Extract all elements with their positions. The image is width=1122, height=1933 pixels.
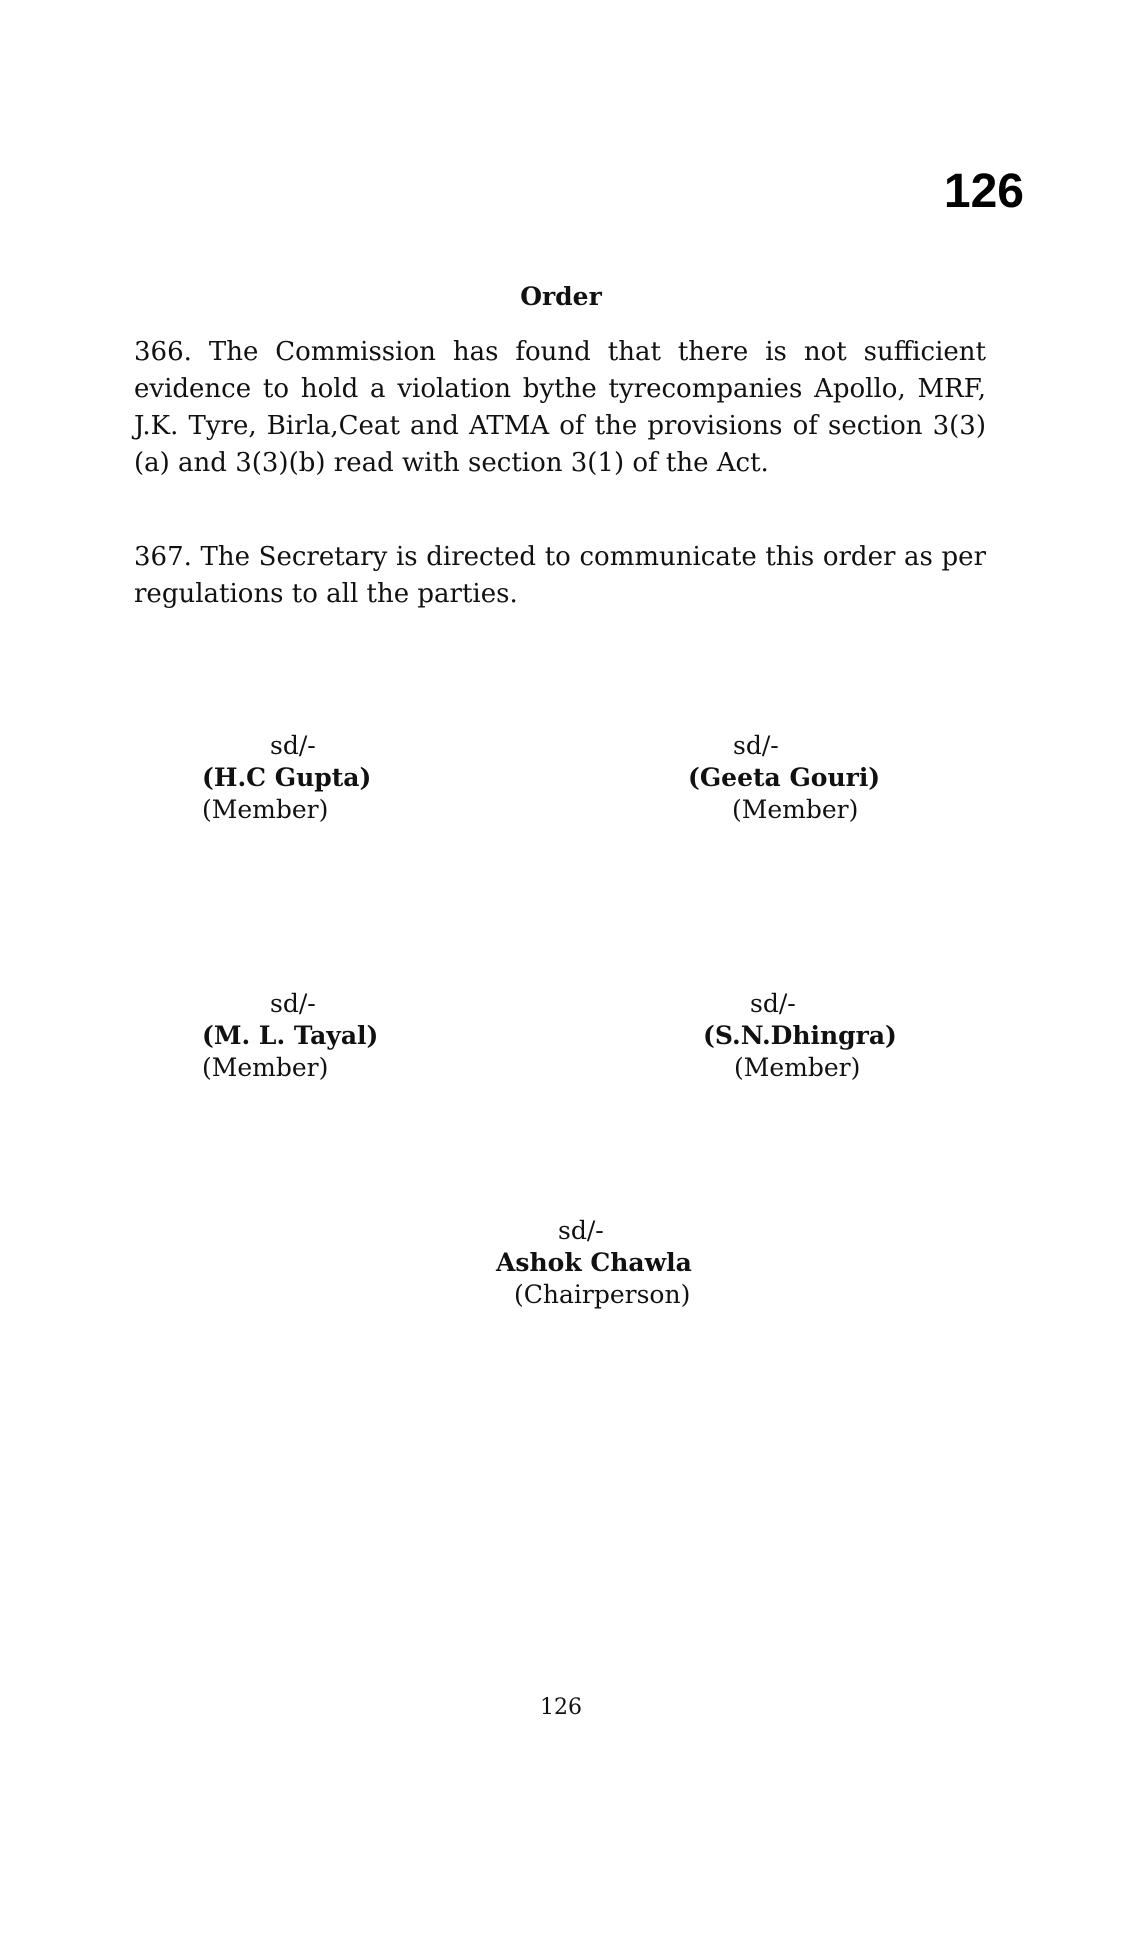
signature-sd: sd/- (750, 989, 796, 1018)
signatory-role: (Member) (734, 1053, 861, 1082)
signature-sd: sd/- (558, 1216, 604, 1245)
signature-sd: sd/- (733, 731, 779, 760)
signatory-name: Ashok Chawla (496, 1248, 692, 1277)
paragraph-366: 366. The Commission has found that there is not sufficient evidence to hold a violation bythe tyrecompanies Apollo, MRF, J.K. Tyre, Birla,Ceat and ATMA of the provisions of section 3(3) (a) and 3(3)(b) read with section 3(1) of the Act. (134, 337, 986, 478)
signature-block-dhingra (703, 988, 897, 1084)
signatory-name: (H.C Gupta) (202, 763, 372, 792)
signatory-role: (Member) (202, 795, 329, 824)
order-heading: Order (520, 282, 602, 311)
signatory-name: (M. L. Tayal) (202, 1021, 379, 1050)
page-number-footer: 126 (540, 1695, 582, 1720)
signature-block-gupta (202, 730, 371, 826)
page-number-header: 126 (943, 165, 1024, 218)
signatory-name: (S.N.Dhingra) (703, 1021, 897, 1050)
signatory-role: (Member) (202, 1053, 329, 1082)
signature-block-tayal (202, 988, 378, 1084)
signature-sd: sd/- (270, 989, 316, 1018)
signature-block-gouri (688, 730, 880, 826)
signature-sd: sd/- (270, 731, 316, 760)
signatory-role: (Member) (732, 795, 859, 824)
signature-block-chawla (496, 1215, 692, 1311)
signatory-role: (Chairperson) (514, 1280, 691, 1309)
paragraph-367: 367. The Secretary is directed to communicate this order as per regulations to all the parties. (134, 542, 986, 609)
signatory-name: (Geeta Gouri) (688, 763, 881, 792)
